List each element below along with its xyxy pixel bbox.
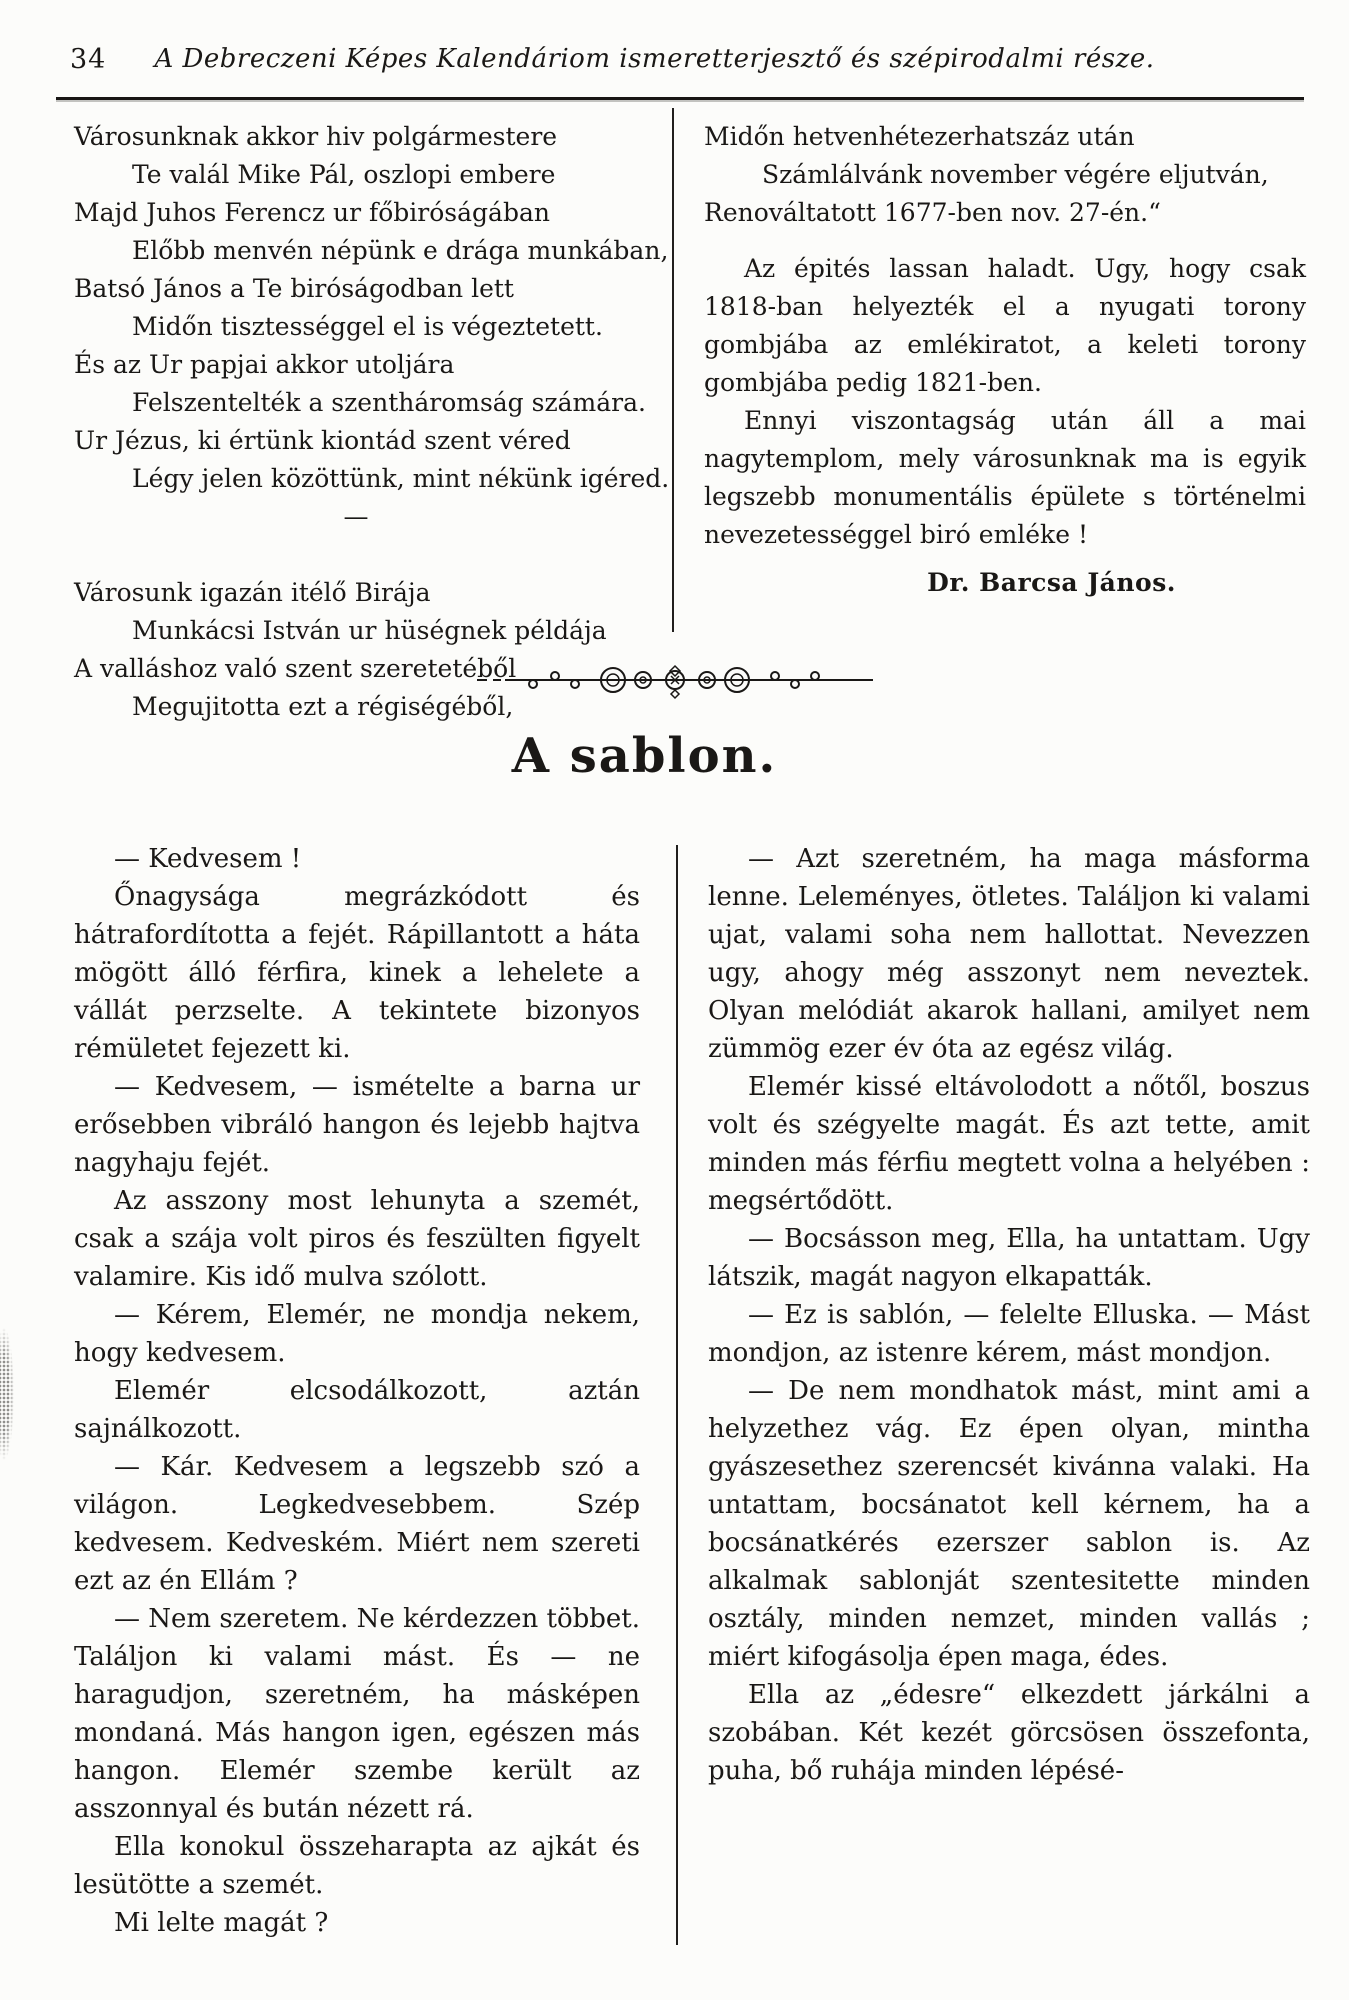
article-paragraph: Az épités lassan haladt. Ugy, hogy csak 1818-ban helyezték el a nyugati torony gombjába az emlékiratot, a keleti torony gombjába pedig 1821-ben.: [704, 254, 1306, 397]
poem-line: És az Ur papjai akkor utoljára: [74, 350, 455, 379]
story-paragraph: — De nem mondhatok mást, mint ami a helyzethez vág. Ez épen olyan, mintha gyászesethez szerencsét kivánna valaki. Ha untattam, bocsánatot kell kérnem, ha a bocsánatkérés ezerszer sablon is. Az alkalmak sablonját szentesitette minden osztály, minden nemzet, minden vallás ; miért kifogásolja épen maga, édes.: [708, 1376, 1310, 1672]
poem-stanza: [704, 118, 1306, 232]
poem-line: Előbb menvén népünk e drága munkában,: [132, 236, 669, 265]
poem-line: Te valál Mike Pál, oszlopi embere: [132, 160, 556, 189]
story-paragraph: Elemér elcsodálkozott, aztán sajnálkozott.: [74, 1376, 640, 1444]
poem-line: A valláshoz való szent szeretetéből: [74, 654, 517, 683]
stanza-separator: —: [343, 502, 371, 531]
scan-ink-artifact: [0, 1328, 14, 1460]
poem-line: Számlálvánk november végére eljutván,: [762, 160, 1269, 189]
page-number: 34: [70, 44, 107, 75]
story-paragraph: Őnagysága megrázkódott és hátrafordította a fejét. Rápillantott a háta mögött álló férfira, kinek a lehelete a vállát perzselte. A tekintete bizonyos rémületet fejezett ki.: [74, 882, 640, 1064]
church-poem-left-column: [74, 118, 670, 726]
story-right-column: [708, 840, 1310, 1790]
poem-line: Megujitotta ezt a régiségéből,: [132, 692, 514, 721]
story-paragraph: Az asszony most lehunyta a szemét, csak a szája volt piros és feszülten figyelt valamire. Kis idő mulva szólott.: [74, 1186, 640, 1292]
poem-line: Munkácsi István ur hüségnek példája: [132, 616, 607, 645]
story-paragraph: — Azt szeretném, ha maga másforma lenne. Leleményes, ötletes. Találjon ki valami ujat, valami soha nem hallottat. Nevezzen ugy, ahogy még asszonyt nem neveztek. Olyan melódiát akarok hallani, amilyet nem zümmög ezer év óta az egész világ.: [708, 844, 1310, 1064]
church-article-prose: [704, 250, 1306, 554]
poem-stanza: [74, 118, 670, 498]
story-paragraph: — Ez is sablón, — felelte Elluska. — Mást mondjon, az istenre kérem, mást mondjon.: [708, 1300, 1310, 1368]
column-divider-top: [672, 108, 674, 632]
story-paragraph: Elemér kissé eltávolodott a nőtől, boszus volt és szégyelte magát. És azt tette, amit minden más férfiu megtett volna a helyében : megsértődött.: [708, 1072, 1310, 1216]
poem-line: Ur Jézus, ki értünk kiontád szent véred: [74, 426, 571, 455]
story-paragraph: — Kár. Kedvesem a legszebb szó a világon. Legkedvesebbem. Szép kedvesem. Kedveském. Miért nem szereti ezt az én Ellám ?: [74, 1452, 640, 1596]
poem-line: Felszentelték a szentháromság számára.: [132, 388, 646, 417]
poem-line: Légy jelen közöttünk, mint nékünk igéred.: [132, 464, 670, 493]
ornament-row: [0, 658, 1349, 706]
church-article-right-column: [704, 118, 1306, 602]
story-paragraph: Ella konokul összeharapta az ajkát és lesütötte a szemét.: [74, 1832, 640, 1900]
poem-line: Batsó János a Te biróságodban lett: [74, 274, 514, 303]
poem-line: Renováltatott 1677-ben nov. 27-én.“: [704, 198, 1161, 227]
story-paragraph: — Bocsásson meg, Ella, ha untattam. Ugy látszik, magát nagyon elkapatták.: [708, 1224, 1310, 1292]
header-rule: [56, 97, 1304, 100]
story-paragraph: Mi lelte magát ?: [114, 1908, 329, 1938]
story-paragraph: — Kedvesem, — ismételte a barna ur erősebben vibráló hangon és lejebb hajtva nagyhaju fejét.: [74, 1072, 640, 1178]
story-paragraph: — Kedvesem !: [114, 844, 302, 874]
author-signature: Dr. Barcsa János.: [927, 568, 1176, 597]
running-title: A Debreczeni Képes Kalendáriom ismeretterjesztő és szépirodalmi része.: [154, 44, 1155, 74]
story-paragraph: Ella az „édesre“ elkezdett járkálni a szobában. Két kezét görcsösen összefonta, puha, bő ruhája minden lépésé-: [708, 1680, 1310, 1786]
ornament-divider-icon: [475, 658, 875, 702]
story-paragraph: — Kérem, Elemér, ne mondja nekem, hogy kedvesem.: [74, 1300, 640, 1368]
poem-line: Városunk igazán itélő Birája: [74, 578, 431, 607]
poem-line: Midőn tisztességgel el is végeztetett.: [132, 312, 603, 341]
story-left-column: [74, 840, 640, 1942]
poem-line: Midőn hetvenhétezerhatszáz után: [704, 122, 1135, 151]
poem-line: Majd Juhos Ferencz ur főbiróságában: [74, 198, 550, 227]
column-divider-story: [676, 845, 678, 1945]
story-title: A sablon.: [511, 728, 778, 784]
article-paragraph: Ennyi viszontagság után áll a mai nagytemplom, mely városunknak ma is egyik legszebb monumentális épülete s történelmi nevezetességgel biró emléke !: [704, 406, 1306, 549]
story-paragraph: — Nem szeretem. Ne kérdezzen többet. Találjon ki valami mást. És — ne haragudjon, szeretném, ha másképen mondaná. Más hangon igen, egészen más hangon. Elemér szembe került az asszonnyal és bután nézett rá.: [74, 1604, 640, 1824]
poem-line: Városunknak akkor hiv polgármestere: [74, 122, 558, 151]
